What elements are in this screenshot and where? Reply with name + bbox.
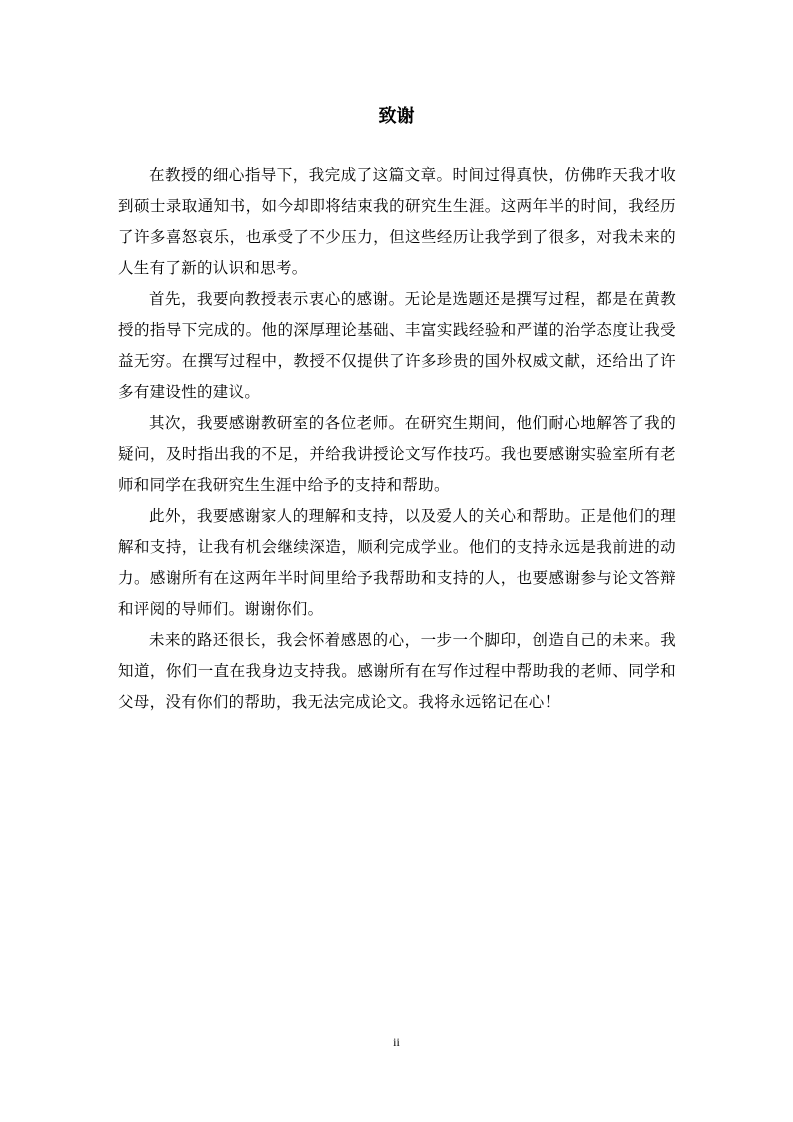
paragraph-4: 此外，我要感谢家人的理解和支持，以及爱人的关心和帮助。正是他们的理解和支持，让我有机会继续深造，顺利完成学业。他们的支持永远是我前进的动力。感谢所有在这两年半时间里给予我帮助和支持的人，也要感谢参与论文答辩和评阅的导师们。谢谢你们。	[118, 507, 676, 618]
acknowledgement-body	[118, 160, 676, 718]
paragraph-5: 未来的路还很长，我会怀着感恩的心，一步一个脚印，创造自己的未来。我知道，你们一直在我身边支持我。感谢所有在写作过程中帮助我的老师、同学和父母，没有你们的帮助，我无法完成论文。我将永远铭记在心！	[118, 631, 676, 711]
paragraph-1: 在教授的细心指导下，我完成了这篇文章。时间过得真快，仿佛昨天我才收到硕士录取通知书，如今却即将结束我的研究生生涯。这两年半的时间，我经历了许多喜怒哀乐，也承受了不少压力，但这些经历让我学到了很多，对我未来的人生有了新的认识和思考。	[118, 166, 676, 277]
paragraph-2: 首先，我要向教授表示衷心的感谢。无论是选题还是撰写过程，都是在黄教授的指导下完成的。他的深厚理论基础、丰富实践经验和严谨的治学态度让我受益无穷。在撰写过程中，教授不仅提供了许多珍贵的国外权威文献，还给出了许多有建设性的建议。	[118, 290, 676, 401]
page-title: 致谢	[378, 106, 415, 127]
paragraph-3: 其次，我要感谢教研室的各位老师。在研究生期间，他们耐心地解答了我的疑问，及时指出我的不足，并给我讲授论文写作技巧。我也要感谢实验室所有老师和同学在我研究生生涯中给予的支持和帮助。	[118, 414, 676, 494]
page-number: ii	[393, 1035, 400, 1049]
